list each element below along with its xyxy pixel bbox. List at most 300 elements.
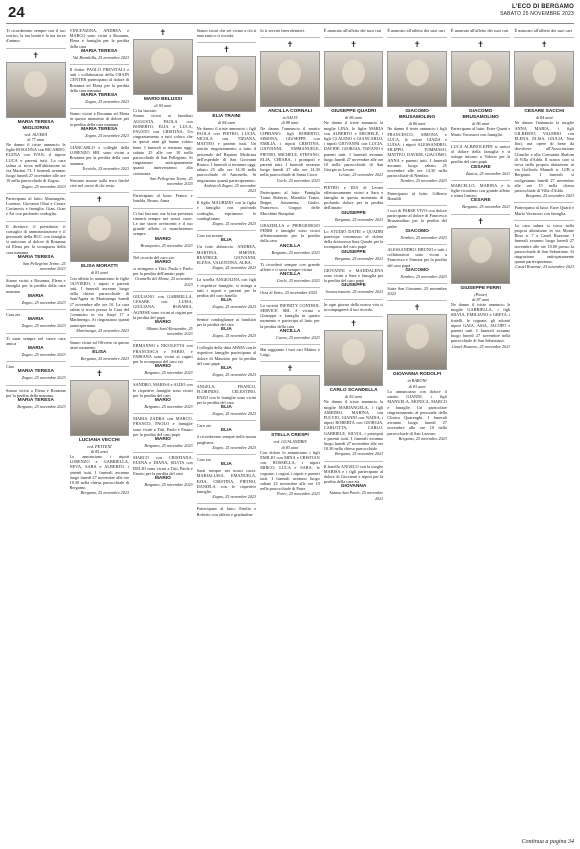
obituary-notice (133, 413, 193, 448)
notice-text: Ne danno l'annuncio la moglie ANNA MARIA, i figli GILBERTO, VALERIO con ELENA, ELISA, GIULIA. Non fiori, ma opere di bene da devolvere all'Associazione Cliniche e alla Comunità Shalom di Villa d'Adda. Il nostro caro si trova nella propria abitazione in via Goffredo Mameli n. 12/B a Bergamo. I funerali si svolgeranno lunedì 27 novembre alle ore 15 nella chiesa parrocchiale di Villa d'Adda. (514, 120, 574, 194)
obituary-notice (70, 108, 130, 138)
place-date: Zogno, 25 novembre 2023 (212, 371, 257, 377)
deceased-name: GIACOMO BRUSAMOLINO (398, 109, 436, 121)
name-subtitle: di 84 anni (217, 120, 235, 126)
name-subtitle: di 81 anni (90, 270, 108, 276)
issue-date: SABATO 25 NOVEMBRE 2023 (500, 11, 574, 17)
obituary-notice (6, 309, 66, 328)
obituary-notice (324, 182, 384, 222)
deceased-name: GIACOMO (405, 267, 429, 273)
column-5 (260, 28, 320, 838)
obituary-notice (514, 28, 574, 33)
place-date: Azzano San Paolo, 25 novembre 2023 (329, 490, 384, 501)
notice-text: Con affetto lo annunciano le figlie OLIVIERO, i nipoti e parenti tutti. I funerali avranno luogo nella chiesa parrocchiale di Sant'Agata in Martinengo lunedì 27 novembre alle ore 10. La cara salma si trova presso la Casa del Commiato in via Sarpi 17 a Martinengo. Si ringraziano quanti parteciperanno. (69, 275, 130, 328)
portrait-photo (451, 228, 511, 284)
deceased-name: GIACOMO (405, 228, 429, 234)
portrait-photo (387, 314, 447, 370)
deceased-name: MARIO (154, 319, 171, 325)
place-date: Zogno, 25 novembre 2023 (212, 444, 257, 450)
obituary-notice (6, 333, 66, 358)
notice-text: GIOVANNI e MADDALENA sono vicini a Sara e famiglia per la perdita del caro papà (323, 267, 384, 284)
place-date: Gorle, 25 novembre 2023 (276, 177, 320, 183)
place-date: Curno, 25 novembre 2023 (275, 334, 320, 340)
column-1 (6, 28, 66, 838)
obituary-notice (70, 175, 130, 188)
obituary-notice (70, 64, 130, 104)
obituary-notice (133, 208, 193, 248)
place-date: Gorle, 25 novembre 2023 (276, 278, 320, 284)
notice-text: Ti ricorderemo sempre con il tuo sorriso, la tua bontà e la tua forza d'animo. (6, 28, 66, 44)
deceased-name: CARLO SCANDELLA (329, 388, 378, 394)
obituary-notice (387, 205, 447, 240)
place-date: Martinengo, 25 novembre 2023 (76, 327, 130, 333)
notice-text: Ne danno il triste annuncio i figli PAOLA con PIETRO, LUCIA, NICOLA con TIZIANA, MATTEO e parenti tutti. Un sentito ringraziamento a tutto il personale del Reparto Medicina dell'ospedale di San Giovanni Bianco. I funerali si terranno oggi, sabato 25 alle ore 14.30 nella parrocchiale di Antonello. Si ringraziano quanti parteciperanno. (196, 125, 257, 183)
place-date: Parre, 25 novembre 2023 (277, 491, 320, 497)
portrait-photo (514, 51, 574, 107)
obituary-notice (324, 28, 384, 33)
notice-text: Siamo sicuri che sei vicino a chi ti ama tanto e ti ricorda. (196, 28, 257, 39)
place-date: Brusaporto, 25 novembre 2023 (140, 242, 193, 248)
column-7 (387, 28, 447, 838)
notice-text-secondary: si stringono a Titti, Paola e Paolo per la perdita dell'amato papà. (133, 266, 193, 277)
deceased-name: ELIA (220, 462, 232, 468)
name-subtitle: di 82 anni (345, 394, 363, 400)
deceased-name: MARIO (154, 236, 171, 242)
obituary-notice (70, 192, 130, 332)
place-date: Zogno, 25 novembre 2023 (212, 332, 257, 338)
notice-text-secondary: Un forte abbraccio. ANDREA, MARTINA, SIMONE, BEATRICE, GIOVANNI, ELENA, VALENTINA, ALBA. (196, 244, 257, 266)
cross-icon: ✝ (477, 216, 484, 226)
obituary-notice (451, 141, 511, 176)
obituary-notice (6, 361, 66, 380)
place-date: Bergamo, 25 novembre 2023 (144, 442, 193, 448)
notice-text: Partecipano al lutto: Famiglia Traini Roberto, Maurilio Traini, Beppe, Antonietta, Giulio, Francesco, Gruppo delle Macchine Rotaplast (260, 189, 320, 216)
place-date: Bergamo, 25 novembre 2023 (271, 249, 320, 255)
deceased-name: MARIO BELUSSI (143, 97, 182, 102)
name-subtitle: in SALVI (282, 115, 298, 121)
place-date: San Pellegrino Terme, 25 novembre 2023 (150, 175, 193, 187)
obituary-notice (197, 381, 257, 416)
notice-text: Io ti servirò benvolentieri. (260, 28, 306, 33)
place-date: Bergamo, 25 novembre 2023 (335, 255, 384, 261)
deceased-name: MARIA TERESA (17, 254, 54, 260)
deceased-name: ELIA (220, 365, 232, 371)
place-date: Zanica, 25 novembre 2023 (465, 170, 511, 176)
notice-text: SANDRO, MARISA e ALDO con le rispettive famiglie sono vicini per la perdita del caro (133, 382, 193, 398)
notice-text: I soci di PARSE VIVO con dolore partecipano al dolore di Francesco Brusamolino per la perdita del padre (387, 208, 447, 229)
cross-icon: ✝ (223, 45, 230, 55)
notice-text: Nessuno muore sulla terra finché vive nel cuore di chi resta. (69, 178, 130, 189)
notice-text: Ne danno il triste annuncio i figli FRANCESCO, SIMONA e LUCA, le nuore GIADA e LUISA, i nipoti ALESSANDRO, FILIPPO, TOMMASO, MATTEO, DAVIDE, GIACOMO, ANNA e parenti tutti. I funerali avranno luogo sabato 25 novembre alle ore 14.30 nella parrocchiale di Nembro. (387, 126, 447, 179)
notice-text: La sorella ANGIOLINA con figli e rispettive famiglie, si stringe a tutti i nipoti e parenti per la perdita del caro fratello (196, 277, 257, 299)
obituary-notice (514, 220, 574, 270)
place-date: Zogno, 25 novembre 2023 (212, 494, 257, 500)
notice-text: Il direttore, il presidente, il consiglio di amministrazione e il personale della BCC con famiglia si uniscono al dolore di Rosanna ed Elena per la scomparsa della cara mamma (6, 223, 66, 255)
obituary-notice (197, 197, 257, 226)
deceased-name: ANCILLA CORNALI (267, 109, 313, 115)
notice-text: MARCO con CRISTIANA, ELENA e DIANA, SILVIA con DELIO sono vicini a Titti, Paola e Fausto per la perdita del caro (133, 455, 193, 476)
notice-text: Siamo vicini ad Oliviero in questo triste momento (69, 339, 130, 351)
name-subtitle: in BARONI (407, 378, 427, 384)
obituary-notice (324, 265, 384, 295)
obituary-notice (197, 503, 257, 516)
deceased-name: MARIO (154, 364, 171, 370)
portrait-photo (260, 51, 320, 107)
obituary-notice (324, 37, 384, 177)
obituary-notice (451, 214, 511, 349)
column-9 (514, 28, 574, 838)
deceased-name: GIUSEPPE (341, 249, 366, 255)
notice-text-secondary: ti ricorderemo sempre nella nostra preghiera. (196, 434, 257, 445)
deceased-name: MARIO (154, 436, 171, 442)
deceased-name: MARIA TERESA (81, 93, 118, 99)
cross-icon: ✝ (477, 40, 484, 50)
column-6 (324, 28, 384, 838)
obituary-notice (70, 28, 130, 60)
notice-text-secondary: Siamo vicini ai familiari AUGUSTA, PAOLA con ROBERTO, ELIA e LUCA, FAUSTO con CRISTINA. Un ringraziamento a tutti coloro che in questi anni gli hanno voluto bene. I funerali si terranno oggi, sabato 25 alle ore 10 nella parrocchiale di San Pellegrino. Si ringraziano anticipatamente quanti interverranno alla cerimonia. (133, 113, 193, 176)
notice-text: Il figlio MAURIZIO con la figlia e famiglia con profondo cordoglio, esprimono le condoglianze. (196, 200, 257, 221)
notice-text: ANGELA, FRANCO, FLORINDO, CELESTINO, ENZO con le famiglie sono vicini per la perdita del caro (196, 384, 257, 405)
notice-text: Ciao (6, 364, 15, 370)
obituary-notice (260, 28, 320, 33)
age-line: di 83 anni (408, 383, 426, 389)
deceased-name: MARIO (154, 397, 171, 403)
notice-text: I colleghi della ditta ARMA con le rispettive famiglie partecipano al dolore di Maurizio per la perdita del caro papà (196, 345, 257, 366)
deceased-name: MARIO (154, 260, 171, 266)
deceased-name: MARIA (27, 345, 44, 351)
portrait-photo (6, 62, 66, 118)
name-subtitle: di 86 anni (345, 115, 363, 121)
obituary-notice (133, 379, 193, 409)
deceased-name: GIOVANNA RODOLFI (392, 372, 442, 378)
notice-text: Partecipano al lutto: Emilio e Roberto con affetto e gratitudine (196, 506, 257, 517)
deceased-name: CESARE SACCHI (524, 109, 565, 115)
notice-text: Partecipano al lutto: Gilberto Bonaldi (387, 190, 447, 201)
obituary-notice (387, 300, 447, 440)
notice-text: MARCELLO, MARINA e le figlie ricordano con grande affetto e stima l'amico (450, 182, 511, 199)
age-line: di 88 anni (281, 120, 299, 126)
place-date: Ambria di Zogno, 25 novembre 2023 (203, 182, 257, 194)
notice-text: Siamo vicini a Rosanna, Elena e famiglia per la perdita della cara mamma (6, 278, 66, 294)
obituary-notice (324, 299, 384, 312)
obituary-notice (260, 344, 320, 357)
portrait-photo (451, 51, 511, 107)
masthead (500, 4, 574, 17)
obituary-notice (133, 340, 193, 375)
place-date: Bergamo, 25 novembre 2023 (144, 370, 193, 376)
place-date: Zogno, 25 novembre 2023 (21, 183, 66, 189)
obituary-notice (260, 361, 320, 496)
notice-text: ERMANNO e NICOLETTA con FRANCESCA e FABIO, e FABIANA sono vicini ai cugini per la scomparsa del caro zio (133, 343, 193, 364)
name-subtitle: ved. GUALANDRIS (273, 439, 307, 445)
age-line: di 83 anni (281, 444, 299, 450)
publication-name: L'ECO DI BERGAMO (512, 4, 574, 10)
cross-icon: ✝ (95, 195, 103, 205)
obituary-notice (6, 48, 66, 189)
deceased-name: ELIA (220, 238, 232, 244)
notice-text: Ci ha lasciato (133, 108, 157, 114)
continued-note: Continua a pagina 34 (521, 839, 574, 845)
obituary-notice (260, 187, 320, 216)
place-date: Val Brembilla, 25 novembre 2023 (73, 54, 130, 60)
name-subtitle: di 86 anni (408, 121, 426, 127)
cross-icon: ✝ (540, 40, 548, 50)
portrait-photo (70, 380, 130, 436)
deceased-name: MARIA TERESA (81, 48, 118, 54)
deceased-name: ELISA MORATTI (80, 264, 118, 270)
deceased-name: GIACOMO BRUSAMOLINO (462, 109, 499, 121)
obituary-notice (260, 220, 320, 255)
cross-icon: ✝ (286, 40, 294, 50)
obituary-notice (197, 314, 257, 339)
notice-text: Ciao zio (196, 456, 212, 462)
place-date: Castel Rozzone, 25 novembre 2023 (451, 343, 511, 349)
column-2 (70, 28, 130, 838)
portrait-photo (324, 330, 384, 386)
notice-text: Partecipano al lutto: Mariangela, Lorenzo, Giovanni Olmi e Cesare Cortinovis e famiglia. Gian, Gian e Ari con profondo cordoglio. (6, 195, 66, 217)
notice-text: La cara salma si trova nella propria abitazione in via Monte Rosa n. 7 a Castel Rozzone. I funerali avranno luogo lunedì 27 novembre alle ore 10.00 presso la parrocchiale di San Sebastiano. Si ringraziano anticipatamente quanti parteciperanno. (514, 222, 574, 265)
obituary-columns (6, 28, 574, 838)
deceased-name: ELISA (92, 350, 107, 356)
notice-text: Hai raggiunto i tuoi cari Matteo e Luigi. (260, 346, 320, 358)
obituary-notice (70, 142, 130, 171)
obituary-notice (133, 252, 193, 287)
notice-text: Ti ricorderò sempre con grande affetto e ti sarai sempre vicina (260, 261, 320, 273)
portrait-photo (133, 39, 193, 95)
obituary-notice (260, 300, 320, 340)
place-date: Bergamo, 25 novembre 2023 (80, 490, 130, 496)
place-date: Bergamo, 25 novembre 2023 (462, 204, 511, 210)
obituary-notice (70, 366, 130, 496)
obituary-notice (387, 244, 447, 279)
obituary-notice (451, 28, 511, 33)
notice-text: Ne danno il triste annuncio le figlie ROSANNA con RICARDO, ELENA con IVAN, il nipote LUCA e parenti tutti. La cara salma si trova nell'abitazione in via Martini 73. I funerali avranno luogo lunedì 27 novembre alle ore 10 nella parrocchiale di Zogno. (6, 142, 66, 184)
page-number: 24 (8, 4, 25, 21)
notice-text: È mancato all'affetto dei suoi cari (323, 28, 382, 33)
obituary-notice (197, 230, 257, 270)
deceased-name: GIUSEPPE (341, 283, 366, 289)
notice-text: ALESSANDRO, BRUNO e tutti i collaboratori sono vicini a Francesco e Simona per la perdita del caro papà (387, 247, 447, 268)
notice-text: È mancato all'affetto dei suoi cari (450, 28, 509, 33)
cross-icon: ✝ (350, 319, 357, 329)
notice-text: PIETRO e IDA di Levate affettuosamente vicini a Sara e famiglia in questo momento di profondo dolore per la perdita dell'amato (323, 184, 384, 211)
notice-text: La società INFINITY CONTROL SERVICE SRL è vicina a Giuseppe e famiglia in questo momento e partecipa al lutto per la perdita della cara (260, 302, 320, 329)
place-date: Treviolo, 25 novembre 2023 (82, 165, 130, 171)
place-date: Zogno, 25 novembre 2023 (212, 221, 257, 227)
column-3 (133, 28, 193, 838)
place-date: Zogno, 25 novembre 2023 (21, 323, 66, 329)
notice-text: MARIA ZADRA con MARCO, FRANCO, PAOLO e famiglie sono vicini a Titti, Paolo e Fausto per la perdita del caro papà (133, 416, 193, 437)
obituary-notice (324, 461, 384, 501)
deceased-name: MARIO (154, 475, 171, 481)
obituary-notice (451, 180, 511, 210)
cross-icon: ✝ (95, 368, 103, 378)
obituary-notice (451, 37, 511, 137)
notice-text: Caro zio (196, 423, 212, 429)
obituary-notice (324, 226, 384, 261)
obituary-notice (197, 420, 257, 450)
name-subtitle: di 86 anni (472, 121, 490, 127)
notice-text: Lo annunciano con dolore il marito GIANNI, i figli MANUELA, MONICA, MARCO e famiglie. Un particolare ringraziamento al personale della Clinica Quarenghi. I funerali avranno luogo lunedì 27 novembre alle ore 10 nella parrocchiale di San Lazzaro. (387, 388, 447, 436)
age-line: di 85 anni (90, 448, 108, 454)
place-date: Bergamo, 25 novembre 2023 (398, 435, 447, 441)
notice-text: GIULIANO con GABRIELLA, CESARE con LUISA, GIULIANA, ROSARIA, AGNESE sono vicini ai cugini per la perdita del papà (133, 293, 193, 320)
deceased-name: ELIA TRAINI (212, 114, 241, 120)
place-date: Zogno, 25 novembre 2023 (21, 299, 66, 305)
name-subtitle: ved. PETTENI (87, 443, 112, 449)
obituary-notice (197, 42, 257, 193)
age-line: di 77 anni (27, 136, 45, 142)
notice-text: Lo STUDIO DATEI e QUADRI partecipa commosso al dolore della dottoressa Sara Quadri per la scomparsa del caro papà (323, 228, 384, 250)
place-date: Bergamo, 25 novembre 2023 (17, 403, 66, 409)
name-subtitle: di 94 anni (154, 103, 172, 108)
notice-text: È mancato all'affetto dei suoi cari (387, 28, 445, 33)
name-subtitle: (Pinuo) (474, 291, 488, 297)
place-date: Grumello del Monte, 25 novembre 2023 (135, 276, 193, 287)
notice-text: Ne danno il triste annuncio la moglie MARIANGELA, i figli AMEDEO, MARINA con FULVIO, GIANNI con NADIA, i nipoti ROBERTA con GIORGIA, CARLOTTA, CARLO, GABRIELE, SILVIA, i pronipoti e parenti tutti. I funerali avranno luogo lunedì 27 novembre alle ore 10.30 nella chiesa parrocchiale. (323, 399, 384, 452)
deceased-name: STELLA CRESPI (271, 433, 309, 439)
cross-icon: ✝ (159, 28, 167, 37)
place-date: Nembro, 25 novembre 2023 (400, 178, 447, 184)
age-line: di 87 anni (472, 296, 490, 302)
obituary-notice (197, 342, 257, 377)
notice-text: GIANCARLO e colleghi della LORENZO SRL sono vicini a Rosanna per la perdita della cara mamma (69, 145, 130, 166)
obituary-notice (260, 287, 320, 295)
obituary-notice (6, 28, 66, 44)
obituary-notice (514, 37, 574, 198)
place-date: Nembro, 25 novembre 2023 (400, 234, 447, 240)
notice-text: Ne danno il triste annuncio la moglie GABRIELLA, i figli SILVIA, EMILIANO e GRETA, i fratelli, le cognate, gli adorati nipoti GAIA, ASIA, JACOPO e parenti tutti. I funerali avranno luogo lunedì 27 novembre nella parrocchiale di San Sebastiano. (450, 302, 511, 344)
place-date: Zogno, 25 novembre 2023 (212, 304, 257, 310)
notice-text: Ne danno il triste annuncio la moglie LINA, le figlie MARIA con ALBERTO e MICHELE, i figli CLAUDIO e GIANCARLO, i nipoti GIOVANNI con LUCIA, DAVIDE, GIORGIA, TIZIANO e parenti tutti. I funerali avranno luogo lunedì 27 novembre alle ore 10 nella parrocchiale di San Giorgio in Levate. (323, 120, 384, 173)
portrait-photo (387, 51, 447, 107)
name-subtitle: di 84 anni (535, 115, 553, 121)
place-date: Zogno, 25 novembre 2023 (85, 99, 130, 105)
deceased-name: MARIA TERESA (81, 126, 118, 132)
cross-icon: ✝ (286, 364, 294, 374)
place-date: Bergamo, 25 novembre 2023 (335, 216, 384, 222)
place-date: Zogno, 25 novembre 2023 (212, 265, 257, 271)
deceased-name: ANCILLA (279, 272, 301, 278)
deceased-name: CESARE (470, 198, 491, 204)
notice-text: Il dottor PAOLO PREVITALI e tutti i collaboratori della CHAIN CENTER partecipano al dolore di Rosanna ed Elena per la perdita della cara mamma (69, 67, 130, 93)
place-date: Bergamo, 25 novembre 2023 (335, 451, 384, 457)
portrait-photo (260, 375, 320, 431)
place-date: Bergamo, 25 novembre 2023 (144, 481, 193, 487)
deceased-name: MARIA TERESA (17, 397, 54, 403)
deceased-name: ELIA (220, 298, 232, 304)
notice-text: LUCA ALBINOLEFFE si unisce al dolore della famiglia e si stringe intorno a Valerio per la perdita del caro papà (450, 143, 511, 165)
deceased-name: MARIA (27, 293, 44, 299)
place-date: Bergamo, 25 novembre 2023 (525, 193, 574, 199)
obituary-notice (70, 337, 130, 362)
notice-text: Cara zia (6, 312, 21, 318)
place-date: Levate, 25 novembre 2023 (339, 172, 384, 178)
deceased-name: ELIA (220, 326, 232, 332)
deceased-name: GIUSEPPE FERRI (460, 285, 501, 291)
notice-text: È mancato all'affetto dei suoi cari (514, 28, 573, 33)
notice-text: Ciao zio nonno (196, 233, 223, 239)
obituary-notice (260, 37, 320, 183)
notice-text: Siamo vicini a Elena e Rosanna per la perdita della mamma (6, 387, 66, 398)
obituary-notice (6, 193, 66, 217)
name-subtitle: ved. ALVERÀ (24, 131, 48, 137)
obituary-notice (387, 283, 447, 296)
notice-text: Partecipano al lutto: Ester Quarti e Mario Vavassori con famiglia. (450, 126, 511, 137)
obituary-notice (387, 28, 447, 33)
notice-text: Sorte San Giovanni, 25 novembre 2023 (387, 286, 447, 297)
obituary-notice (197, 28, 257, 38)
place-date: Zogno, 25 novembre 2023 (85, 132, 130, 138)
deceased-name: ANCILLA (279, 328, 301, 334)
notice-text: Partecipano al lutto: Ester Quarti e Mario Vavassori con famiglia. (514, 205, 574, 216)
place-date: San Pellegrino Terme, 25 novembre 2023 (22, 260, 66, 272)
notice-text: Con dolore lo annunciano i figli EMILIO con MINA e CRISTIAN con ROSSELLA, i nipoti MIRCO, LUCA e SARA, le cognate, i cugini, i nipoti e parenti tutti. I funerali avranno luogo sabato 25 novembre alle ore 10 nella parrocchiale di Parre. (260, 449, 320, 492)
notice-text: Partecipano al lutto: Franco e Imelda, Bruno, Anna (133, 193, 193, 204)
deceased-name: LUCIANA VECCHI (78, 437, 120, 443)
notice-text: Nel ricordo del caro zio (133, 254, 174, 260)
obituary-notice (197, 274, 257, 309)
obituary-notice (133, 452, 193, 487)
deceased-name: GIUSEPPE (341, 210, 366, 216)
obituary-notice (6, 385, 66, 410)
place-date: Zogno, 25 novembre 2023 (21, 351, 66, 357)
notice-text: Lo annunciano i nipoti LORENZO e GABRIELLA, NEVA, SARA e ALBERTO, i parenti tutti. I funerali avranno luogo lunedì 27 novembre alle ore 10.30 nella chiesa parrocchiale di Bergamo. (69, 453, 130, 491)
obituary-notice (6, 275, 66, 305)
cross-icon: ✝ (413, 40, 421, 50)
notice-text: Siamo vicini a Rosanna ed Elena in questo momento di dolore per la perdita della cara mamma (69, 111, 130, 127)
place-date: Bergamo, 25 novembre 2023 (80, 356, 130, 362)
obituary-notice (197, 454, 257, 499)
cross-icon: ✝ (413, 303, 421, 313)
obituary-notice (133, 190, 193, 203)
place-date: Zogno, 25 novembre 2023 (212, 410, 257, 416)
notice-text: GRAZIELLA e PIERGIORGIO FERRI e famiglie sono vicini affettuosamente per la perdita della cara (260, 222, 320, 244)
obituary-notice (260, 259, 320, 284)
deceased-name: CESARE (470, 164, 491, 170)
place-date: Albano Sant'Alessandro, 25 novembre 2023 (146, 325, 193, 337)
deceased-name: GIUSEPPE QUADRI (331, 109, 376, 115)
notice-text: Orsa al Serio, 25 novembre 2023 (260, 290, 318, 296)
portrait-photo (70, 206, 130, 262)
deceased-name: ANCILLA (279, 243, 301, 249)
obituary-notice (133, 291, 193, 336)
place-date: Nembro, 25 novembre 2023 (400, 273, 447, 279)
place-date: Zogno, 25 novembre 2023 (21, 375, 66, 381)
place-date: Bergamo, 25 novembre 2023 (144, 403, 193, 409)
portrait-photo (324, 51, 384, 107)
deceased-name: ELIA (220, 428, 232, 434)
portrait-photo (197, 56, 257, 112)
notice-text: VINCENZINA, ANDREA e MARCO sono vicini a Rosanna, Elena e famiglia per la perdita della cara (69, 28, 130, 49)
deceased-name: MARIA TERESA MIGLIORINI (17, 119, 54, 131)
cross-icon: ✝ (32, 50, 40, 60)
obituary-notice (387, 188, 447, 201)
obituary-notice (6, 221, 66, 272)
place-date: Seanocroutaro, 25 novembre 2023 (325, 289, 384, 295)
obituary-notice (514, 202, 574, 215)
obituary-notice (133, 28, 193, 186)
obituary-notice (324, 316, 384, 456)
page-header (6, 4, 574, 24)
deceased-name: ELIA (220, 404, 232, 410)
deceased-name: GIOVANNA (340, 484, 367, 490)
deceased-name: MARIA (27, 317, 44, 323)
notice-text: Ci hai lasciato, ma la tua presenza rimarrà sempre nei nostri cuori. Le tue storie avvincenti e il tuo grande affetto ci mancheranno sempre. (133, 210, 193, 237)
notice-text-secondary: Sarai sempre nei nostri cuori. MARIALUISA, EMANUELA, EZIA, CRISTINA, PIETRO, DANIELA con le rispettive famiglie. (196, 468, 257, 494)
notice-text: Il fratello ANGELO con la moglie MARISA e i figli partecipano al dolore di Giovanni e nipoti per la perdita della cara zia (323, 463, 384, 485)
notice-text: In ogni giorno della nostra vita ci accompagnerà il tuo ricordo. (323, 301, 384, 312)
